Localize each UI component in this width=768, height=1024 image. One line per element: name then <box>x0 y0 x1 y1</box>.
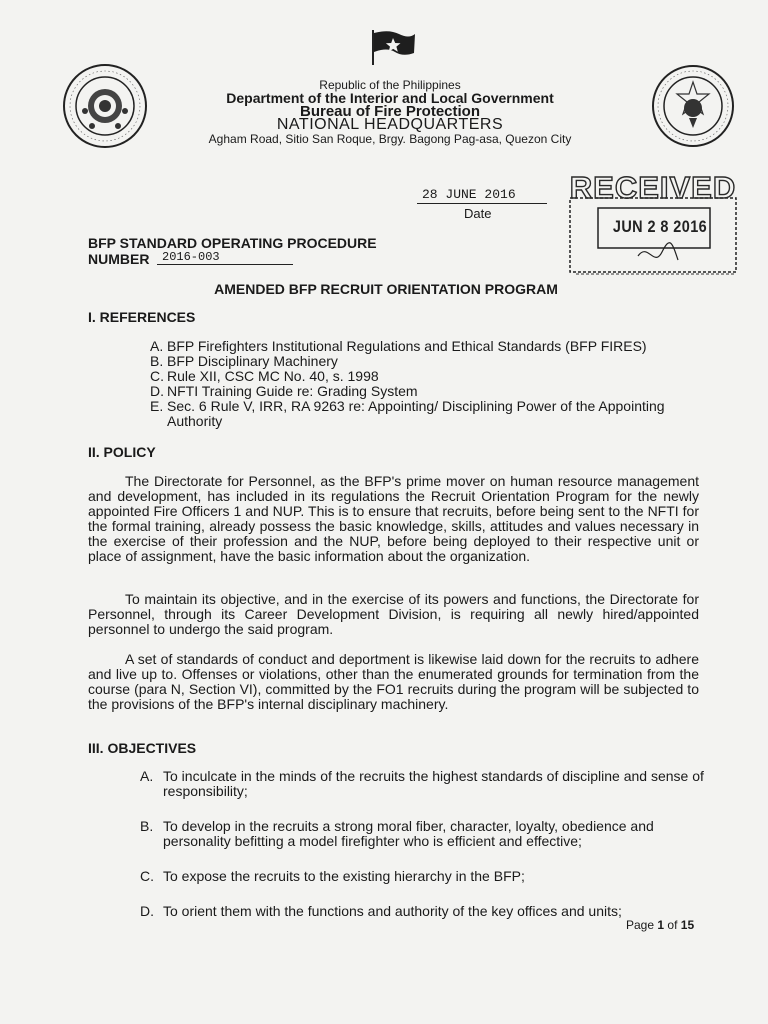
list-item <box>140 869 704 884</box>
letterhead-department: Department of the Interior and Local Government <box>226 90 554 106</box>
sop-number-label: NUMBER <box>88 251 150 267</box>
list-item-text: Sec. 6 Rule V, IRR, RA 9263 re: Appointing/ Disciplining Power of the Appointing Authority <box>167 398 665 429</box>
letterhead-republic: Republic of the Philippines <box>319 78 461 92</box>
list-marker: A. <box>140 768 154 784</box>
policy-paragraph: A set of standards of conduct and deportment is likewise laid down for the recruits to adhere and live up to. Offenses or violations, other than the enumerated grounds for termination from the course (para N, Section VI), committed by the FO1 recruits during the program will be subjected to the provisions of the BFP's internal disciplinary machinery. <box>88 651 699 712</box>
list-marker: C. <box>140 868 154 884</box>
letterhead-headquarters: NATIONAL HEADQUARTERS <box>276 116 504 133</box>
sop-title: BFP STANDARD OPERATING PROCEDURE <box>88 235 377 251</box>
list-marker: D. <box>140 903 154 919</box>
references-heading: I. REFERENCES <box>88 309 196 325</box>
page-number <box>626 918 694 932</box>
list-item <box>140 769 704 799</box>
list-item <box>150 399 710 429</box>
list-item-text: Rule XII, CSC MC No. 40, s. 1998 <box>167 368 379 384</box>
list-marker: B. <box>150 353 164 369</box>
list-item <box>150 354 710 369</box>
dilg-seal-icon <box>62 63 148 149</box>
sop-number-underline <box>157 264 293 265</box>
list-item-text: BFP Disciplinary Machinery <box>167 353 338 369</box>
references-list <box>150 339 710 429</box>
policy-paragraph: The Directorate for Personnel, as the BFP's prime mover on human resource management and development, has included in its regulations the Recruit Orientation Program for the newly appointed Fire Officers 1 and NUP. This is to ensure that recruits, before being sent to the NFTI for the formal training, already possess the basic knowledge, skills, attitudes and values necessary in the exercise of their profession and the NUP, before being deployed to their respective unit or place of assignment, have the basic information about the organization. <box>88 473 699 564</box>
sop-number-value: 2016-003 <box>162 250 220 264</box>
page-current: 1 <box>657 918 665 932</box>
list-item <box>150 384 710 399</box>
list-item <box>140 819 704 849</box>
policy-paragraph: To maintain its objective, and in the exercise of its powers and functions, the Directorate for Personnel, through its Career Development Division, is requiring all newly hired/appointed personnel to undergo the said program. <box>88 591 699 637</box>
date-label: Date <box>464 206 492 221</box>
document-date: 28 JUNE 2016 <box>422 187 516 202</box>
page-word: Page <box>626 918 655 932</box>
list-marker: C. <box>150 368 164 384</box>
list-marker: D. <box>150 383 164 399</box>
date-underline <box>417 203 547 204</box>
policy-heading: II. POLICY <box>88 444 156 460</box>
list-item <box>150 369 710 384</box>
list-item-text: To orient them with the functions and authority of the key offices and units; <box>163 903 622 919</box>
list-item-text: NFTI Training Guide re: Grading System <box>167 383 418 399</box>
list-item-text: To expose the recruits to the existing hierarchy in the BFP; <box>163 868 525 884</box>
page-total: 15 <box>680 918 695 932</box>
list-item-text: BFP Firefighters Institutional Regulations and Ethical Standards (BFP FIRES) <box>167 338 647 354</box>
page-of: of <box>667 918 678 932</box>
objectives-list <box>140 769 704 939</box>
list-item-text: To develop in the recruits a strong moral fiber, character, loyalty, obedience and personality befitting a model firefighter who is efficient and effective; <box>163 818 654 849</box>
bfp-seal-icon <box>651 64 735 148</box>
received-stamp-word: RECEIVED <box>569 170 737 205</box>
letterhead-bureau: Bureau of Fire Protection <box>299 103 481 120</box>
list-marker: A. <box>150 338 164 354</box>
received-stamp-date: JUN 2 8 2016 <box>612 217 708 236</box>
list-item <box>140 904 704 919</box>
philippine-flag-icon <box>369 28 417 66</box>
list-item <box>150 339 710 354</box>
list-marker: B. <box>140 818 154 834</box>
list-marker: E. <box>150 398 164 414</box>
document-title: AMENDED BFP RECRUIT ORIENTATION PROGRAM <box>214 281 558 297</box>
letterhead-address: Agham Road, Sitio San Roque, Brgy. Bagong Pag-asa, Quezon City <box>208 132 572 146</box>
list-item-text: To inculcate in the minds of the recruits the highest standards of discipline and sense of responsibility; <box>163 768 704 799</box>
objectives-heading: III. OBJECTIVES <box>88 740 197 756</box>
